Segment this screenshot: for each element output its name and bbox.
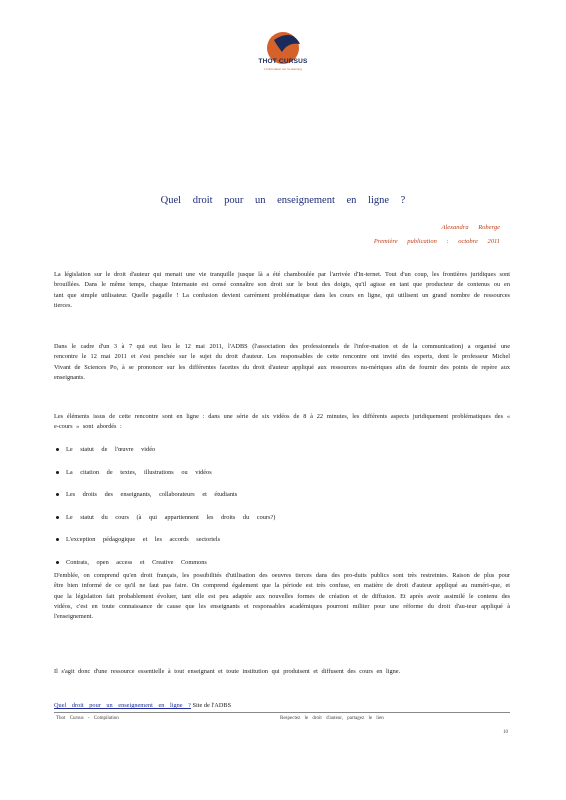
logo-wordmark: THOT CURSUS <box>258 58 308 65</box>
list-item-text: Les droits des enseignants, collaborateurs et étudiants <box>66 491 238 498</box>
paragraph: Les éléments issus de cette rencontre sont en ligne : dans une série de six vidéos de 8 à 22 minutes, les différents aspects juridiquement problématiques des « e-cours » sont abordés : <box>54 413 510 431</box>
paragraph: Dans le cadre d'un 3 à 7 qui eut lieu le 12 mai 2011, l'ADBS (l'association des professionnels de l'infor-mation et de la communication) a organisé une rencontre le 12 mai 2011 et s'est penchée sur le sujet du droit d'auteur. Les responsables de cette rencontre ont invité des experts, dont le professeur Michel Vivant de Sciences Po, à se prononcer sur les différentes facettes du droit d'auteur appliqué aux ressources nu-mériques afin de fournir des points de repère aux enseignants. <box>54 343 510 381</box>
list-item <box>54 446 510 469</box>
topic-list <box>54 446 510 581</box>
author: Alexandra Roberge <box>441 224 500 231</box>
bullet-icon <box>56 448 59 451</box>
bullet-icon <box>56 561 59 564</box>
list-item <box>54 491 510 514</box>
bullet-icon <box>56 516 59 519</box>
paragraph: D'emblée, on comprend qu'en droit français, les possibilités d'utilisation des oeuvres tierces dans des pro-duits publics sont très restreintes. Raison de plus pour être bien informé de ce qu'il ne faut pas faire. On comprend également que la période est très confuse, en matière de droit d'auteur appliqué au numéri-que, et que la législation fait probablement évoluer, tant elle est peu adaptée aux nouvelles formes de création et de diffusion. Et après avoir assimilé le contenu des vidéos, c'est en toute connaissance de cause que les enseignants et responsables académiques pourront militer pour une réforme du droit d'au-teur appliqué à l'enseignement. <box>54 572 510 621</box>
publication-date: Première publication : octobre 2011 <box>373 238 500 245</box>
source-suffix: Site de l'ADBS <box>190 702 232 709</box>
footer-right-text: Respectez le droit d'auteur, partagez le lien <box>280 716 384 721</box>
source-link[interactable]: Quel droit pour un enseignement en ligne ? <box>54 702 191 709</box>
source-line <box>54 702 231 709</box>
article-title: Quel droit pour un enseignement en ligne ? <box>160 195 406 206</box>
list-item-text: L'exception pédagogique et les accords sectoriels <box>66 536 221 543</box>
logo-tagline: L'information sur l'e-learning <box>264 67 302 71</box>
list-item <box>54 514 510 537</box>
bullet-icon <box>56 471 59 474</box>
footer-left-text: Thot Cursus - Compilation <box>56 716 119 721</box>
list-item-text: La citation de textes, illustrations ou vidéos <box>66 468 212 476</box>
page-number: 10 <box>503 730 508 735</box>
list-item <box>54 469 510 492</box>
footer-divider <box>54 712 510 713</box>
list-item <box>54 536 510 559</box>
list-item-text: Le statut du cours (à qui appartiennent les droits du cours?) <box>66 513 276 521</box>
paragraph: La législation sur le droit d'auteur qui menait une vie tranquille jusque là a été chamboulée par l'arrivée d'In-ternet. Tout d'un coup, les frontières juridiques sont brouillées. Dans le même temps, chaque Internaute est censé connaître son droit sur le bout des doigts, qu'il agisse en tant que producteur de contenus ou en tant que simple utilisateur. Quelle pagaille ! La confusion devient carrément problématique dans les cours en ligne, qui utilisent un grand nombre de ressources tierces. <box>54 271 510 309</box>
bullet-icon <box>56 493 59 496</box>
list-item-text: Le statut de l'œuvre vidéo <box>66 446 156 453</box>
list-item-text: Contrats, open access et Creative Commons <box>66 558 207 566</box>
bullet-icon <box>56 538 59 541</box>
paragraph: Il s'agit donc d'une ressource essentielle à tout enseignant et toute institution qui produisent et diffusent des cours en ligne. <box>54 668 401 675</box>
